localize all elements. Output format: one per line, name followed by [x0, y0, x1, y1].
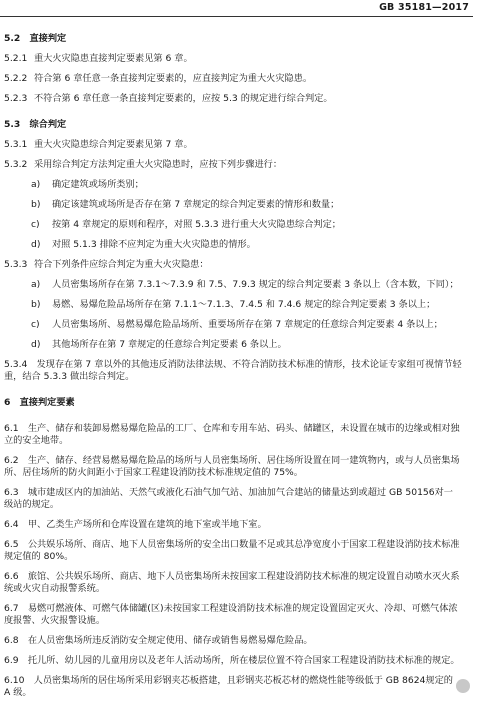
section-6-heading: 6 直接判定要素: [4, 397, 75, 408]
list-item: a) 人员密集场所存在第 7.3.1～7.3.9 和 7.5、7.9.3 规定的综合判定要素 3 条以上（含本数，下同）；: [31, 279, 459, 290]
header-rule: [0, 16, 473, 17]
clause-6-8: 6.8 在人员密集场所违反消防安全规定使用、储存或销售易燃易爆危险品。: [4, 635, 313, 646]
clause-5-3-1: 5.3.1 重大火灾隐患综合判定要素见第 7 章。: [4, 139, 193, 150]
clause-6-3: 6.3 城市建成区内的加油站、天然气或液化石油气加气站、加油加气合建站的储量达到或超过 GB 50156对一级站的规定。: [4, 487, 453, 510]
list-item: d) 对照 5.1.3 排除不应判定为重大火灾隐患的情形。: [31, 239, 256, 250]
clause-5-2-1: 5.2.1 重大火灾隐患直接判定要素见第 6 章。: [4, 53, 193, 64]
section-5-2-heading: 5.2 直接判定: [4, 33, 67, 44]
clause-6-5: 6.5 公共娱乐场所、商店、地下人员密集场所的安全出口数量不足或其总净宽度小于国家工程建设消防技术标准规定值的 80%。: [4, 539, 460, 562]
list-item: b) 易燃、易爆危险品场所存在第 7.1.1～7.1.3、7.4.5 和 7.4.6 规定的综合判定要素 3 条以上；: [31, 299, 436, 310]
section-5-3-heading: 5.3 综合判定: [4, 119, 67, 130]
clause-5-2-2: 5.2.2 符合第 6 章任意一条直接判定要素的，应直接判定为重大火灾隐患。: [4, 73, 313, 84]
clause-6-6: 6.6 旅馆、公共娱乐场所、商店、地下人员密集场所未按国家工程建设消防技术标准的规定设置自动喷水灭火系统或火灾自动报警系统。: [4, 571, 460, 594]
clause-6-9: 6.9 托儿所、幼儿园的儿童用房以及老年人活动场所，所在楼层位置不符合国家工程建设消防技术标准的规定。: [4, 655, 460, 666]
clause-6-10: 6.10 人员密集场所的居住场所采用彩钢夹芯板搭建，且彩钢夹芯板芯材的燃烧性能等级低于 GB 8624规定的 A 级。: [4, 675, 453, 698]
clause-5-3-3: 5.3.3 符合下列条件应综合判定为重大火灾隐患：: [4, 259, 209, 270]
clause-5-3-2: 5.3.2 采用综合判定方法判定重大火灾隐患时，应按下列步骤进行：: [4, 159, 283, 170]
list-item: c) 人员密集场所、易燃易爆危险品场所、重要场所存在第 7 章规定的任意综合判定要素 4 条以上；: [31, 319, 443, 330]
clause-6-2: 6.2 生产、储存、经营易燃易爆危险品的场所与人员密集场所、居住场所设置在同一建筑物内，或与人员密集场所、居住场所的防火间距小于国家工程建设消防技术标准规定值的 75%。: [4, 455, 460, 478]
standard-number: GB 35181—2017: [379, 2, 469, 13]
clause-6-1: 6.1 生产、储存和装卸易燃易爆危险品的工厂、仓库和专用车站、码头、储罐区，未设置在城市的边缘或相对独立的安全地带。: [4, 423, 460, 446]
clause-5-3-4: 5.3.4 发现存在第 7 章以外的其他违反消防法律法规、不符合消防技术标准的情形，技术论证专家组可视情节轻重，结合 5.3.3 做出综合判定。: [4, 359, 462, 382]
clause-5-2-3: 5.2.3 不符合第 6 章任意一条直接判定要素的，应按 5.3 的规定进行综合判定。: [4, 93, 333, 104]
list-item: d) 其他场所存在第 7 章规定的任意综合判定要素 6 条以上。: [31, 339, 287, 350]
watermark: [453, 678, 473, 694]
wechat-icon: [456, 679, 470, 693]
list-item: a) 确定建筑或场所类别；: [31, 179, 144, 190]
list-item: c) 按第 4 章规定的原则和程序，对照 5.3.3 进行重大火灾隐患综合判定；: [31, 219, 341, 230]
list-item: b) 确定该建筑或场所是否存在第 7 章规定的综合判定要素的情形和数量；: [31, 199, 340, 210]
clause-6-7: 6.7 易燃可燃液体、可燃气体储罐(区)未按国家工程建设消防技术标准的规定设置固定灭火、冷却、可燃气体浓度报警、火灾报警设施。: [4, 603, 458, 626]
document-body: [0, 33, 470, 707]
clause-6-4: 6.4 甲、乙类生产场所和仓库设置在建筑的地下室或半地下室。: [4, 519, 267, 530]
